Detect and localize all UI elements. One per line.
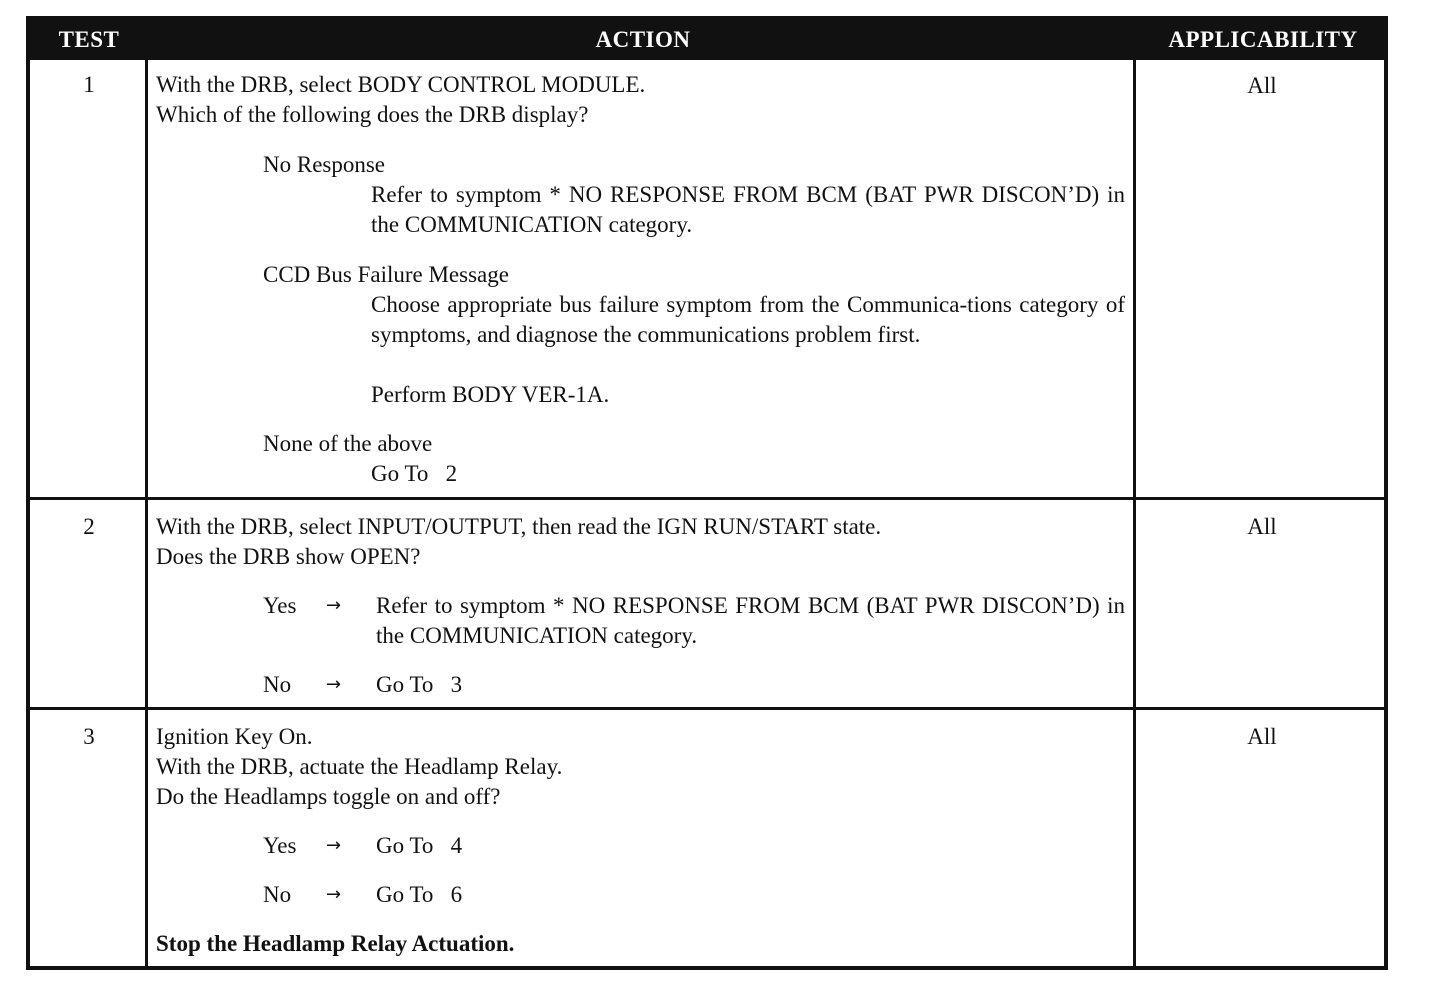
row-divider-1 <box>30 497 1384 500</box>
header-action: ACTION <box>595 27 691 52</box>
option-result: Refer to symptom * NO RESPONSE FROM BCM (BAT PWR DISCON’D) in the COMMUNICATION category. <box>376 593 1125 648</box>
option-result: Go To 4 <box>376 833 463 858</box>
action-line: Does the DRB show OPEN? <box>156 544 421 569</box>
table-header <box>30 20 1384 60</box>
row-divider-2 <box>30 707 1384 710</box>
action-line: With the DRB, select BODY CONTROL MODULE. <box>156 72 646 97</box>
option-result: Refer to symptom * NO RESPONSE FROM BCM (BAT PWR DISCON’D) in the COMMUNICATION category. <box>371 182 1125 237</box>
option-label: No <box>263 672 292 697</box>
applicability-2: All <box>1247 514 1277 539</box>
test-number-1: 1 <box>83 72 95 97</box>
option-label: Yes <box>263 833 297 858</box>
test-number-3: 3 <box>83 724 95 749</box>
action-line: With the DRB, actuate the Headlamp Relay. <box>156 754 563 779</box>
option-result: Go To 6 <box>376 882 463 907</box>
option-label: No Response <box>263 152 386 177</box>
applicability-1: All <box>1247 73 1277 98</box>
option-label: Yes <box>263 593 297 618</box>
action-line: Ignition Key On. <box>156 724 313 749</box>
option-result: Go To 3 <box>376 672 463 697</box>
action-line: With the DRB, select INPUT/OUTPUT, then read the IGN RUN/START state. <box>156 514 882 539</box>
applicability-3: All <box>1247 724 1277 749</box>
action-line: Which of the following does the DRB display? <box>156 102 589 127</box>
header-test: TEST <box>58 27 120 52</box>
arrow-icon: → <box>326 884 342 905</box>
stop-instruction: Stop the Headlamp Relay Actuation. <box>156 931 515 956</box>
option-result: Perform BODY VER-1A. <box>371 382 610 407</box>
arrow-icon: → <box>326 595 342 616</box>
header-applicability: APPLICABILITY <box>1168 27 1358 52</box>
diagnostic-test-table <box>26 16 1388 970</box>
option-label: None of the above <box>263 431 433 456</box>
arrow-icon: → <box>326 674 342 695</box>
option-result: Choose appropriate bus failure symptom from the Communica-tions category of symptoms, and diagnose the communications problem first. <box>371 292 1125 347</box>
option-label: No <box>263 882 292 907</box>
test-number-2: 2 <box>83 514 95 539</box>
action-line: Do the Headlamps toggle on and off? <box>156 784 501 809</box>
arrow-icon: → <box>326 835 342 856</box>
option-result: Go To 2 <box>371 461 458 486</box>
option-label: CCD Bus Failure Message <box>263 262 509 287</box>
